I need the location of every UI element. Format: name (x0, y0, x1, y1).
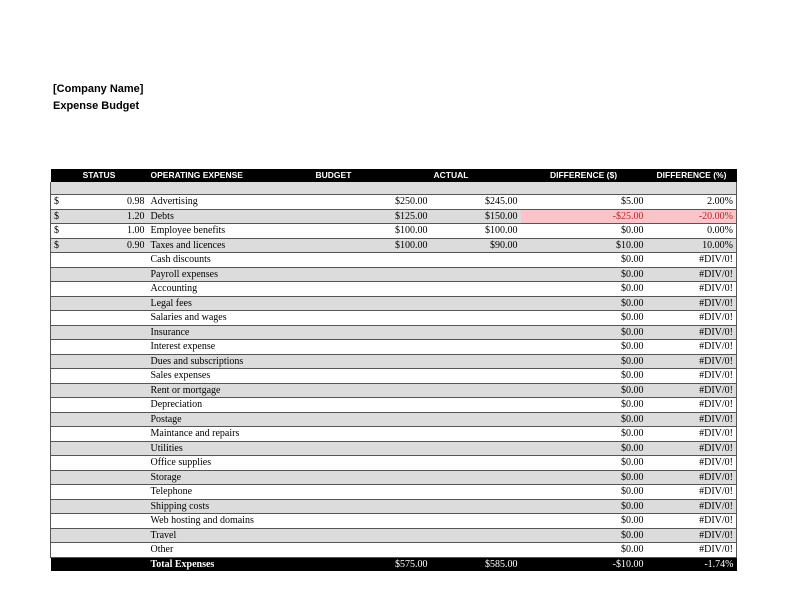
table-row (51, 543, 737, 558)
expense-budget-table (50, 169, 737, 571)
difference-percent-cell[interactable]: -20.00% (647, 209, 737, 224)
expense-name-cell[interactable]: Utilities (148, 441, 313, 456)
difference-dollar-cell[interactable]: $0.00 (521, 267, 647, 282)
difference-percent-cell[interactable]: #DIV/0! (647, 253, 737, 268)
budget-cell[interactable] (313, 398, 431, 413)
difference-percent-cell[interactable]: #DIV/0! (647, 427, 737, 442)
budget-cell[interactable] (313, 340, 431, 355)
expense-name-cell[interactable]: Payroll expenses (148, 267, 313, 282)
difference-percent-cell[interactable]: #DIV/0! (647, 311, 737, 326)
budget-cell[interactable] (313, 456, 431, 471)
table-row (51, 325, 737, 340)
budget-cell[interactable] (313, 253, 431, 268)
actual-cell[interactable] (431, 470, 521, 485)
difference-percent-cell[interactable]: #DIV/0! (647, 485, 737, 500)
expense-name-cell[interactable]: Other (148, 543, 313, 558)
expense-name-cell[interactable]: Taxes and licences (148, 238, 313, 253)
expense-name-cell[interactable]: Debts (148, 209, 313, 224)
table-row (51, 209, 737, 224)
actual-cell[interactable] (431, 311, 521, 326)
expense-name-cell[interactable]: Dues and subscriptions (148, 354, 313, 369)
expense-name-cell[interactable]: Shipping costs (148, 499, 313, 514)
difference-percent-cell[interactable]: #DIV/0! (647, 383, 737, 398)
table-row (51, 296, 737, 311)
actual-cell[interactable] (431, 528, 521, 543)
expense-name-cell[interactable]: Accounting (148, 282, 313, 297)
budget-cell[interactable] (313, 441, 431, 456)
budget-cell[interactable] (313, 369, 431, 384)
actual-cell[interactable] (431, 282, 521, 297)
status-cell[interactable] (51, 543, 148, 558)
difference-dollar-cell[interactable]: $0.00 (521, 311, 647, 326)
status-currency-symbol: $ (54, 225, 59, 237)
status-cell[interactable] (51, 499, 148, 514)
table-row (51, 470, 737, 485)
difference-percent-cell[interactable]: #DIV/0! (647, 543, 737, 558)
difference-dollar-cell[interactable]: $0.00 (521, 514, 647, 529)
difference-dollar-cell[interactable]: $0.00 (521, 543, 647, 558)
table-row (51, 412, 737, 427)
table-row (51, 267, 737, 282)
expense-name-cell[interactable]: Salaries and wages (148, 311, 313, 326)
difference-percent-cell[interactable]: #DIV/0! (647, 282, 737, 297)
status-cell[interactable] (51, 441, 148, 456)
expense-name-cell[interactable]: Legal fees (148, 296, 313, 311)
actual-cell[interactable] (431, 412, 521, 427)
actual-cell[interactable] (431, 369, 521, 384)
expense-name-cell[interactable]: Sales expenses (148, 369, 313, 384)
status-cell[interactable] (51, 282, 148, 297)
difference-dollar-cell[interactable]: -$25.00 (521, 209, 647, 224)
table-row (51, 195, 737, 210)
budget-cell[interactable]: $250.00 (313, 195, 431, 210)
status-cell[interactable] (51, 383, 148, 398)
expense-name-cell[interactable]: Employee benefits (148, 224, 313, 239)
difference-dollar-cell[interactable]: $0.00 (521, 470, 647, 485)
total-status-cell[interactable] (51, 557, 148, 571)
difference-dollar-cell[interactable]: $0.00 (521, 427, 647, 442)
budget-cell[interactable] (313, 427, 431, 442)
difference-dollar-cell[interactable]: $10.00 (521, 238, 647, 253)
budget-cell[interactable] (313, 528, 431, 543)
table-row (51, 282, 737, 297)
expense-name-cell[interactable]: Maintance and repairs (148, 427, 313, 442)
table-row (51, 340, 737, 355)
actual-cell[interactable] (431, 456, 521, 471)
budget-cell[interactable] (313, 543, 431, 558)
table-row (51, 456, 737, 471)
difference-percent-cell[interactable]: 0.00% (647, 224, 737, 239)
expense-name-cell[interactable]: Storage (148, 470, 313, 485)
actual-cell[interactable] (431, 253, 521, 268)
table-row (51, 224, 737, 239)
difference-percent-cell[interactable]: #DIV/0! (647, 528, 737, 543)
difference-percent-cell[interactable]: #DIV/0! (647, 296, 737, 311)
difference-dollar-cell[interactable]: $0.00 (521, 369, 647, 384)
company-name: [Company Name] (53, 83, 144, 95)
status-cell[interactable] (51, 325, 148, 340)
header-operating-expense: OPERATING EXPENSE (148, 169, 313, 182)
total-row (51, 557, 737, 571)
status-cell[interactable] (51, 224, 148, 239)
actual-cell[interactable] (431, 441, 521, 456)
status-cell[interactable] (51, 427, 148, 442)
status-value: 1.00 (127, 225, 145, 237)
actual-cell[interactable] (431, 340, 521, 355)
actual-cell[interactable]: $100.00 (431, 224, 521, 239)
budget-cell[interactable] (313, 311, 431, 326)
budget-cell[interactable] (313, 470, 431, 485)
difference-dollar-cell[interactable]: $0.00 (521, 325, 647, 340)
budget-cell[interactable]: $125.00 (313, 209, 431, 224)
difference-percent-cell[interactable]: #DIV/0! (647, 441, 737, 456)
actual-cell[interactable]: $90.00 (431, 238, 521, 253)
expense-name-cell[interactable]: Telephone (148, 485, 313, 500)
status-value: 1.20 (127, 210, 145, 222)
budget-cell[interactable]: $100.00 (313, 224, 431, 239)
status-cell[interactable] (51, 528, 148, 543)
table-row (51, 427, 737, 442)
status-cell[interactable] (51, 296, 148, 311)
table-row (51, 354, 737, 369)
actual-cell[interactable] (431, 485, 521, 500)
difference-dollar-cell[interactable]: $0.00 (521, 398, 647, 413)
status-cell[interactable] (51, 354, 148, 369)
status-cell[interactable] (51, 195, 148, 210)
actual-cell[interactable] (431, 427, 521, 442)
status-cell[interactable] (51, 485, 148, 500)
table-row (51, 514, 737, 529)
expense-name-cell[interactable]: Advertising (148, 195, 313, 210)
difference-dollar-cell[interactable]: $0.00 (521, 296, 647, 311)
difference-dollar-cell[interactable]: $0.00 (521, 441, 647, 456)
difference-percent-cell[interactable]: #DIV/0! (647, 470, 737, 485)
status-cell[interactable] (51, 456, 148, 471)
difference-percent-cell[interactable]: #DIV/0! (647, 267, 737, 282)
actual-cell[interactable] (431, 383, 521, 398)
budget-cell[interactable] (313, 485, 431, 500)
expense-name-cell[interactable]: Travel (148, 528, 313, 543)
spacer-row (51, 182, 737, 195)
expense-name-cell[interactable]: Depreciation (148, 398, 313, 413)
expense-name-cell[interactable]: Insurance (148, 325, 313, 340)
difference-dollar-cell[interactable]: $0.00 (521, 412, 647, 427)
difference-dollar-cell[interactable]: $0.00 (521, 282, 647, 297)
status-value: 0.98 (127, 196, 145, 208)
status-currency-symbol: $ (54, 210, 59, 222)
difference-percent-cell[interactable]: #DIV/0! (647, 354, 737, 369)
total-difference-percent[interactable]: -1.74% (647, 557, 737, 571)
expense-name-cell[interactable]: Web hosting and domains (148, 514, 313, 529)
difference-percent-cell[interactable]: #DIV/0! (647, 398, 737, 413)
table-header-row (51, 169, 737, 182)
difference-dollar-cell[interactable]: $0.00 (521, 354, 647, 369)
table-row (51, 485, 737, 500)
difference-dollar-cell[interactable]: $0.00 (521, 456, 647, 471)
status-currency-symbol: $ (54, 196, 59, 208)
actual-cell[interactable] (431, 296, 521, 311)
actual-cell[interactable] (431, 267, 521, 282)
actual-cell[interactable]: $150.00 (431, 209, 521, 224)
budget-cell[interactable] (313, 514, 431, 529)
difference-percent-cell[interactable]: 2.00% (647, 195, 737, 210)
table-row (51, 398, 737, 413)
status-cell[interactable] (51, 514, 148, 529)
actual-cell[interactable] (431, 398, 521, 413)
difference-percent-cell[interactable]: #DIV/0! (647, 456, 737, 471)
header-difference-percent: DIFFERENCE (%) (647, 169, 737, 182)
budget-cell[interactable] (313, 267, 431, 282)
table-row (51, 441, 737, 456)
header-budget: BUDGET (313, 169, 431, 182)
status-currency-symbol: $ (54, 239, 59, 251)
budget-cell[interactable]: $100.00 (313, 238, 431, 253)
actual-cell[interactable]: $245.00 (431, 195, 521, 210)
budget-cell[interactable] (313, 383, 431, 398)
expense-name-cell[interactable]: Postage (148, 412, 313, 427)
budget-cell[interactable] (313, 412, 431, 427)
status-value: 0.90 (127, 239, 145, 251)
header-actual: ACTUAL (431, 169, 521, 182)
status-cell[interactable] (51, 267, 148, 282)
expense-name-cell[interactable]: Office supplies (148, 456, 313, 471)
difference-percent-cell[interactable]: #DIV/0! (647, 325, 737, 340)
table-row (51, 369, 737, 384)
table-row (51, 499, 737, 514)
total-actual[interactable]: $585.00 (431, 557, 521, 571)
status-cell[interactable] (51, 340, 148, 355)
status-cell[interactable] (51, 209, 148, 224)
expense-name-cell[interactable]: Rent or mortgage (148, 383, 313, 398)
actual-cell[interactable] (431, 543, 521, 558)
difference-percent-cell[interactable]: #DIV/0! (647, 499, 737, 514)
budget-cell[interactable] (313, 282, 431, 297)
difference-dollar-cell[interactable]: $0.00 (521, 383, 647, 398)
total-label[interactable]: Total Expenses (148, 557, 313, 571)
actual-cell[interactable] (431, 514, 521, 529)
difference-dollar-cell[interactable]: $0.00 (521, 485, 647, 500)
status-cell[interactable] (51, 398, 148, 413)
difference-dollar-cell[interactable]: $0.00 (521, 528, 647, 543)
status-cell[interactable] (51, 238, 148, 253)
budget-cell[interactable] (313, 296, 431, 311)
difference-dollar-cell[interactable]: $0.00 (521, 224, 647, 239)
budget-cell[interactable] (313, 325, 431, 340)
expense-name-cell[interactable]: Cash discounts (148, 253, 313, 268)
status-cell[interactable] (51, 253, 148, 268)
status-cell[interactable] (51, 369, 148, 384)
table-row (51, 238, 737, 253)
header-status: STATUS (51, 169, 148, 182)
table-row (51, 311, 737, 326)
total-difference-dollar[interactable]: -$10.00 (521, 557, 647, 571)
difference-percent-cell[interactable]: #DIV/0! (647, 369, 737, 384)
difference-percent-cell[interactable]: #DIV/0! (647, 412, 737, 427)
difference-percent-cell[interactable]: #DIV/0! (647, 514, 737, 529)
table-row (51, 383, 737, 398)
difference-dollar-cell[interactable]: $0.00 (521, 253, 647, 268)
difference-dollar-cell[interactable]: $0.00 (521, 340, 647, 355)
budget-cell[interactable] (313, 354, 431, 369)
status-cell[interactable] (51, 311, 148, 326)
actual-cell[interactable] (431, 499, 521, 514)
expense-name-cell[interactable]: Interest expense (148, 340, 313, 355)
document-title: Expense Budget (53, 100, 140, 112)
actual-cell[interactable] (431, 354, 521, 369)
status-cell[interactable] (51, 412, 148, 427)
actual-cell[interactable] (431, 325, 521, 340)
difference-dollar-cell[interactable]: $0.00 (521, 499, 647, 514)
budget-cell[interactable] (313, 499, 431, 514)
header-difference-dollar: DIFFERENCE ($) (521, 169, 647, 182)
difference-percent-cell[interactable]: 10.00% (647, 238, 737, 253)
table-row (51, 528, 737, 543)
total-budget[interactable]: $575.00 (313, 557, 431, 571)
table-row (51, 253, 737, 268)
difference-dollar-cell[interactable]: $5.00 (521, 195, 647, 210)
difference-percent-cell[interactable]: #DIV/0! (647, 340, 737, 355)
status-cell[interactable] (51, 470, 148, 485)
